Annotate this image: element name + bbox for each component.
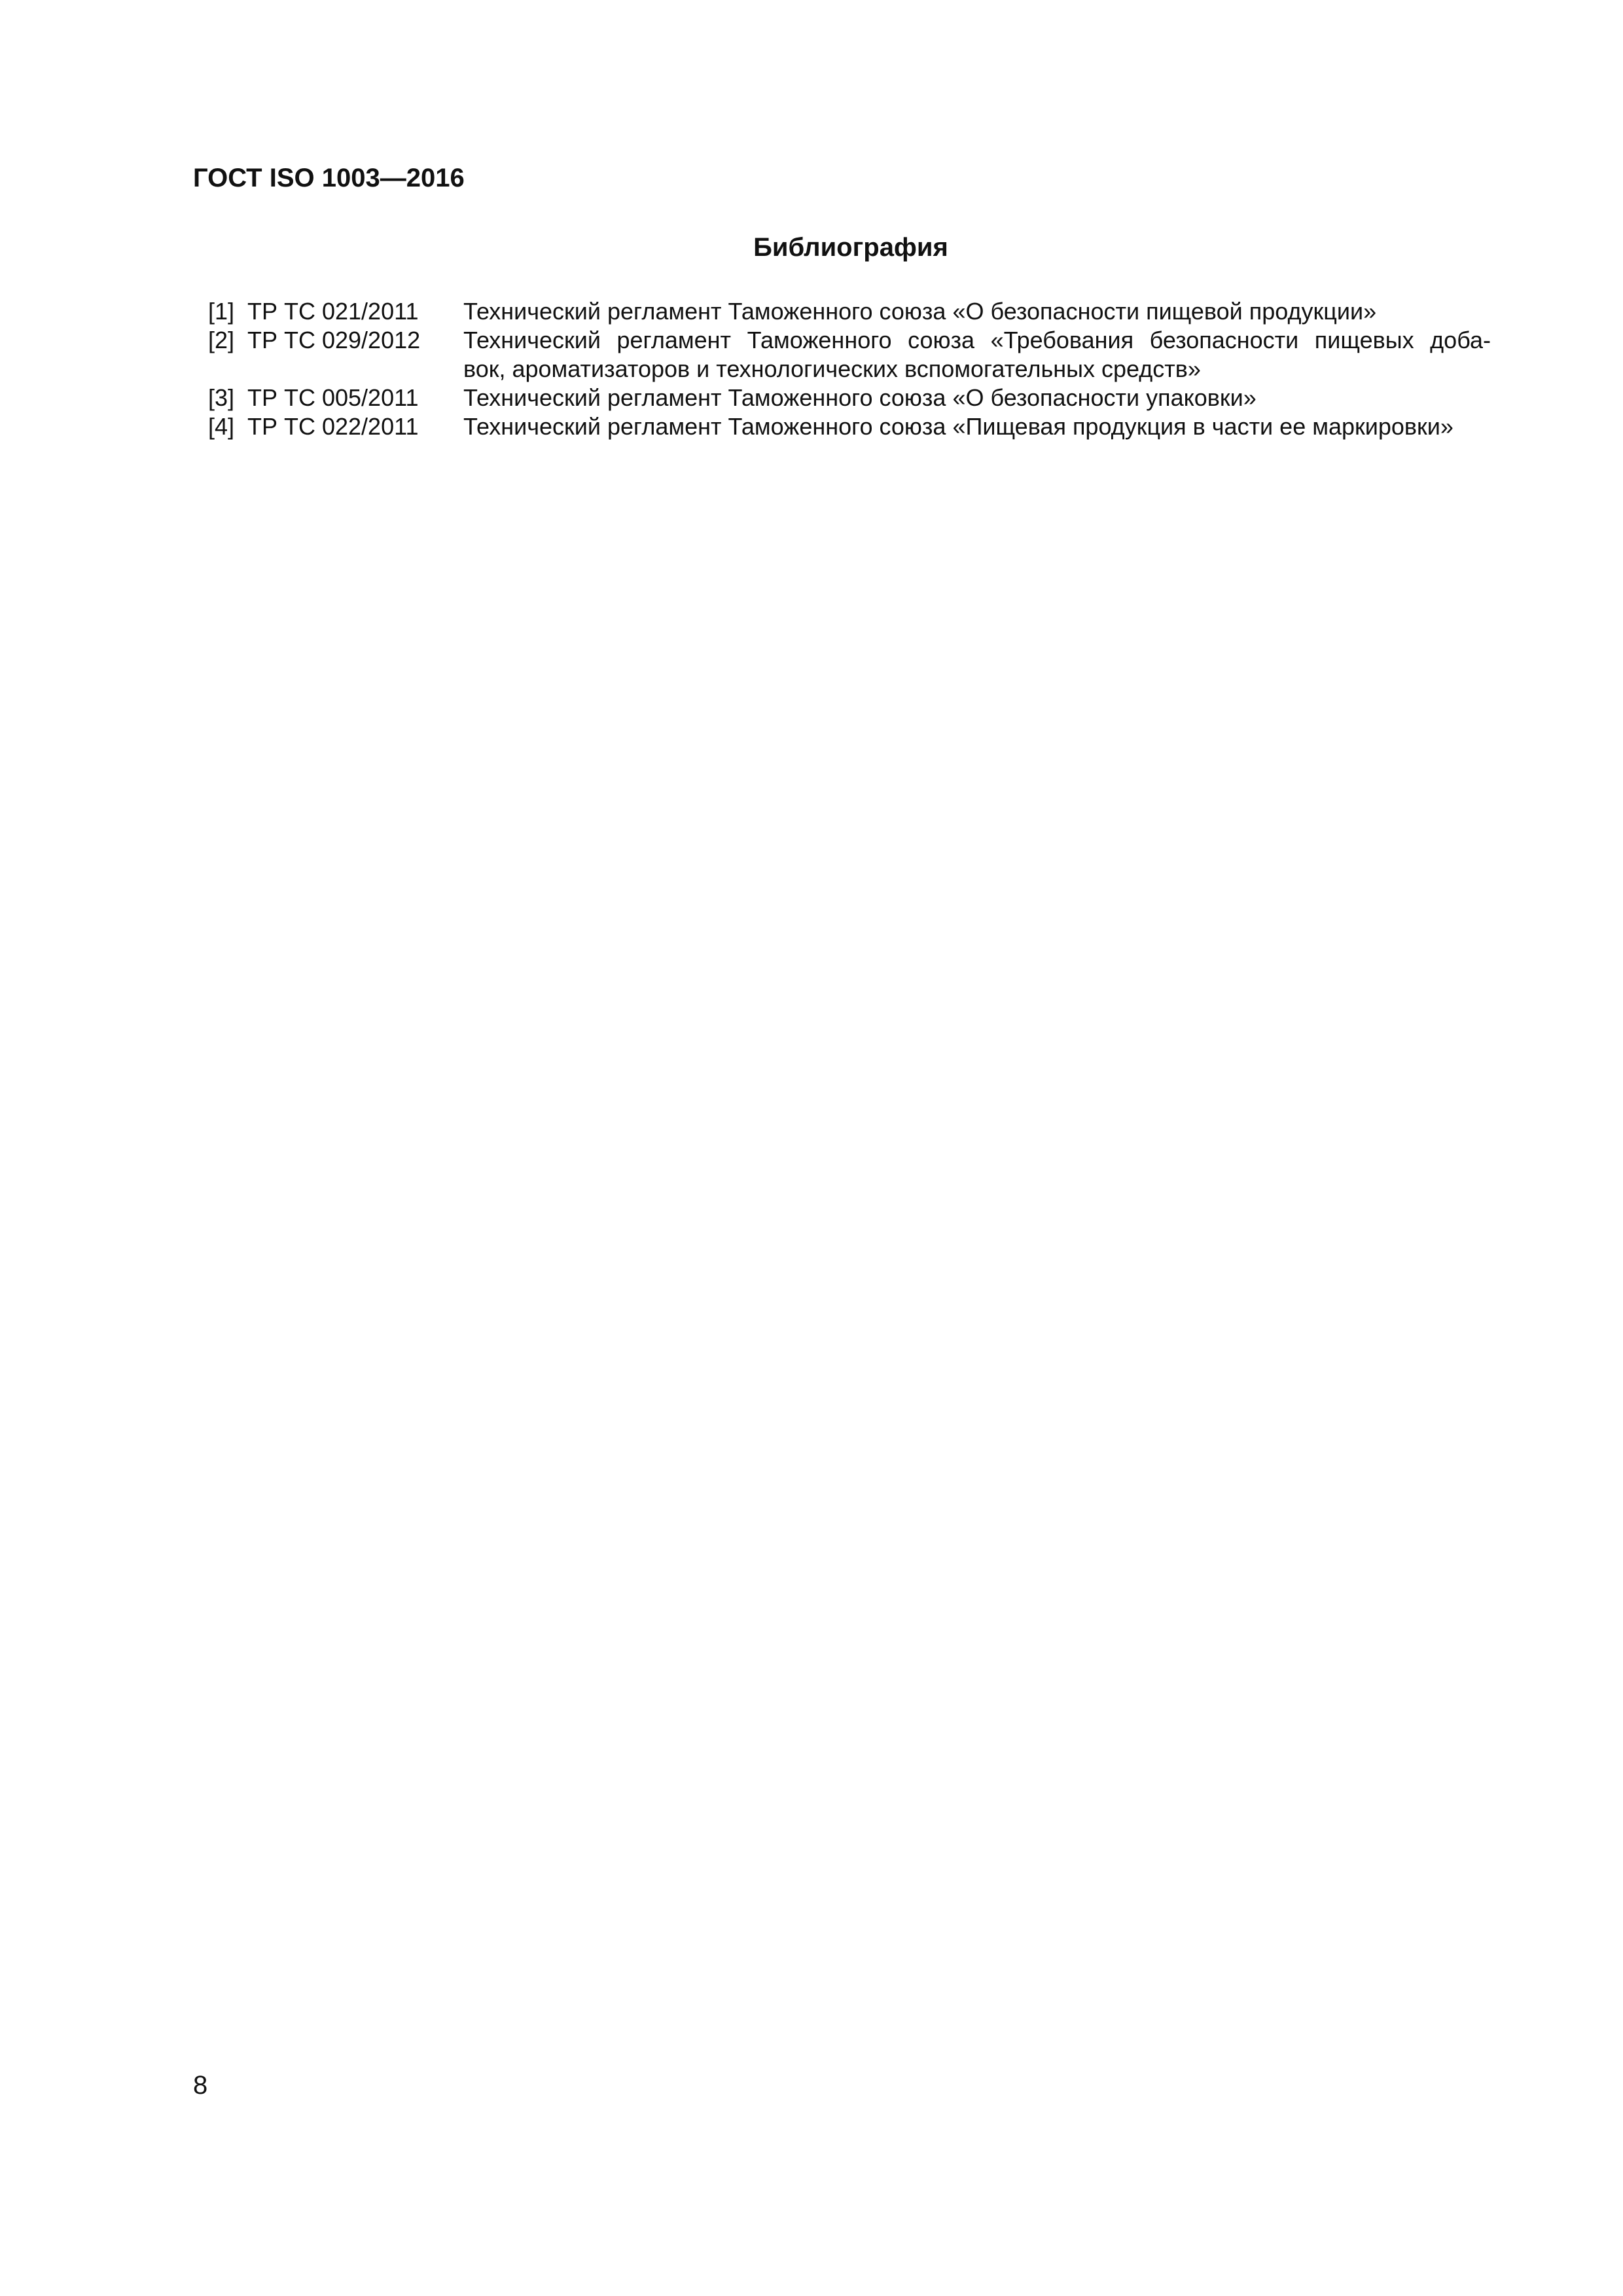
entry-number: [3]: [208, 384, 235, 411]
entry-code: ТР ТС 029/2012: [247, 327, 421, 353]
entry-title-line: Технический регламент Таможенного союза «Пищевая продукция в части ее маркировки»: [463, 413, 1454, 440]
entry-code: ТР ТС 005/2011: [247, 384, 419, 411]
bibliography-list: [208, 297, 1491, 441]
document-header: ГОСТ ISO 1003—2016: [193, 164, 465, 192]
bibliography-entry-3: [208, 384, 1491, 412]
entry-number: [1]: [208, 298, 235, 325]
entry-number: [4]: [208, 413, 235, 440]
entry-number: [2]: [208, 327, 235, 353]
bibliography-entry-2: [208, 326, 1491, 384]
entry-title: [463, 384, 1491, 412]
entry-title-line: Технический регламент Таможенного союза «О безопасности упаковки»: [463, 384, 1257, 411]
page-number: 8: [193, 2071, 208, 2100]
bibliography-title: Библиография: [753, 233, 948, 262]
entry-title-line: Технический регламент Таможенного союза «О безопасности пищевой продукции»: [463, 298, 1377, 325]
bibliography-entry-4: [208, 412, 1491, 441]
entry-title: [463, 412, 1491, 441]
entry-code: ТР ТС 021/2011: [247, 298, 419, 325]
entry-code: ТР ТС 022/2011: [247, 413, 419, 440]
bibliography-entry-1: [208, 297, 1491, 326]
entry-title: [463, 326, 1491, 384]
entry-title-line: вок, ароматизаторов и технологических вспомогательных средств»: [463, 355, 1201, 382]
entry-title-line: Технический регламент Таможенного союза «Требования безопасности пищевых доба-: [463, 327, 1491, 353]
entry-title: [463, 297, 1491, 326]
